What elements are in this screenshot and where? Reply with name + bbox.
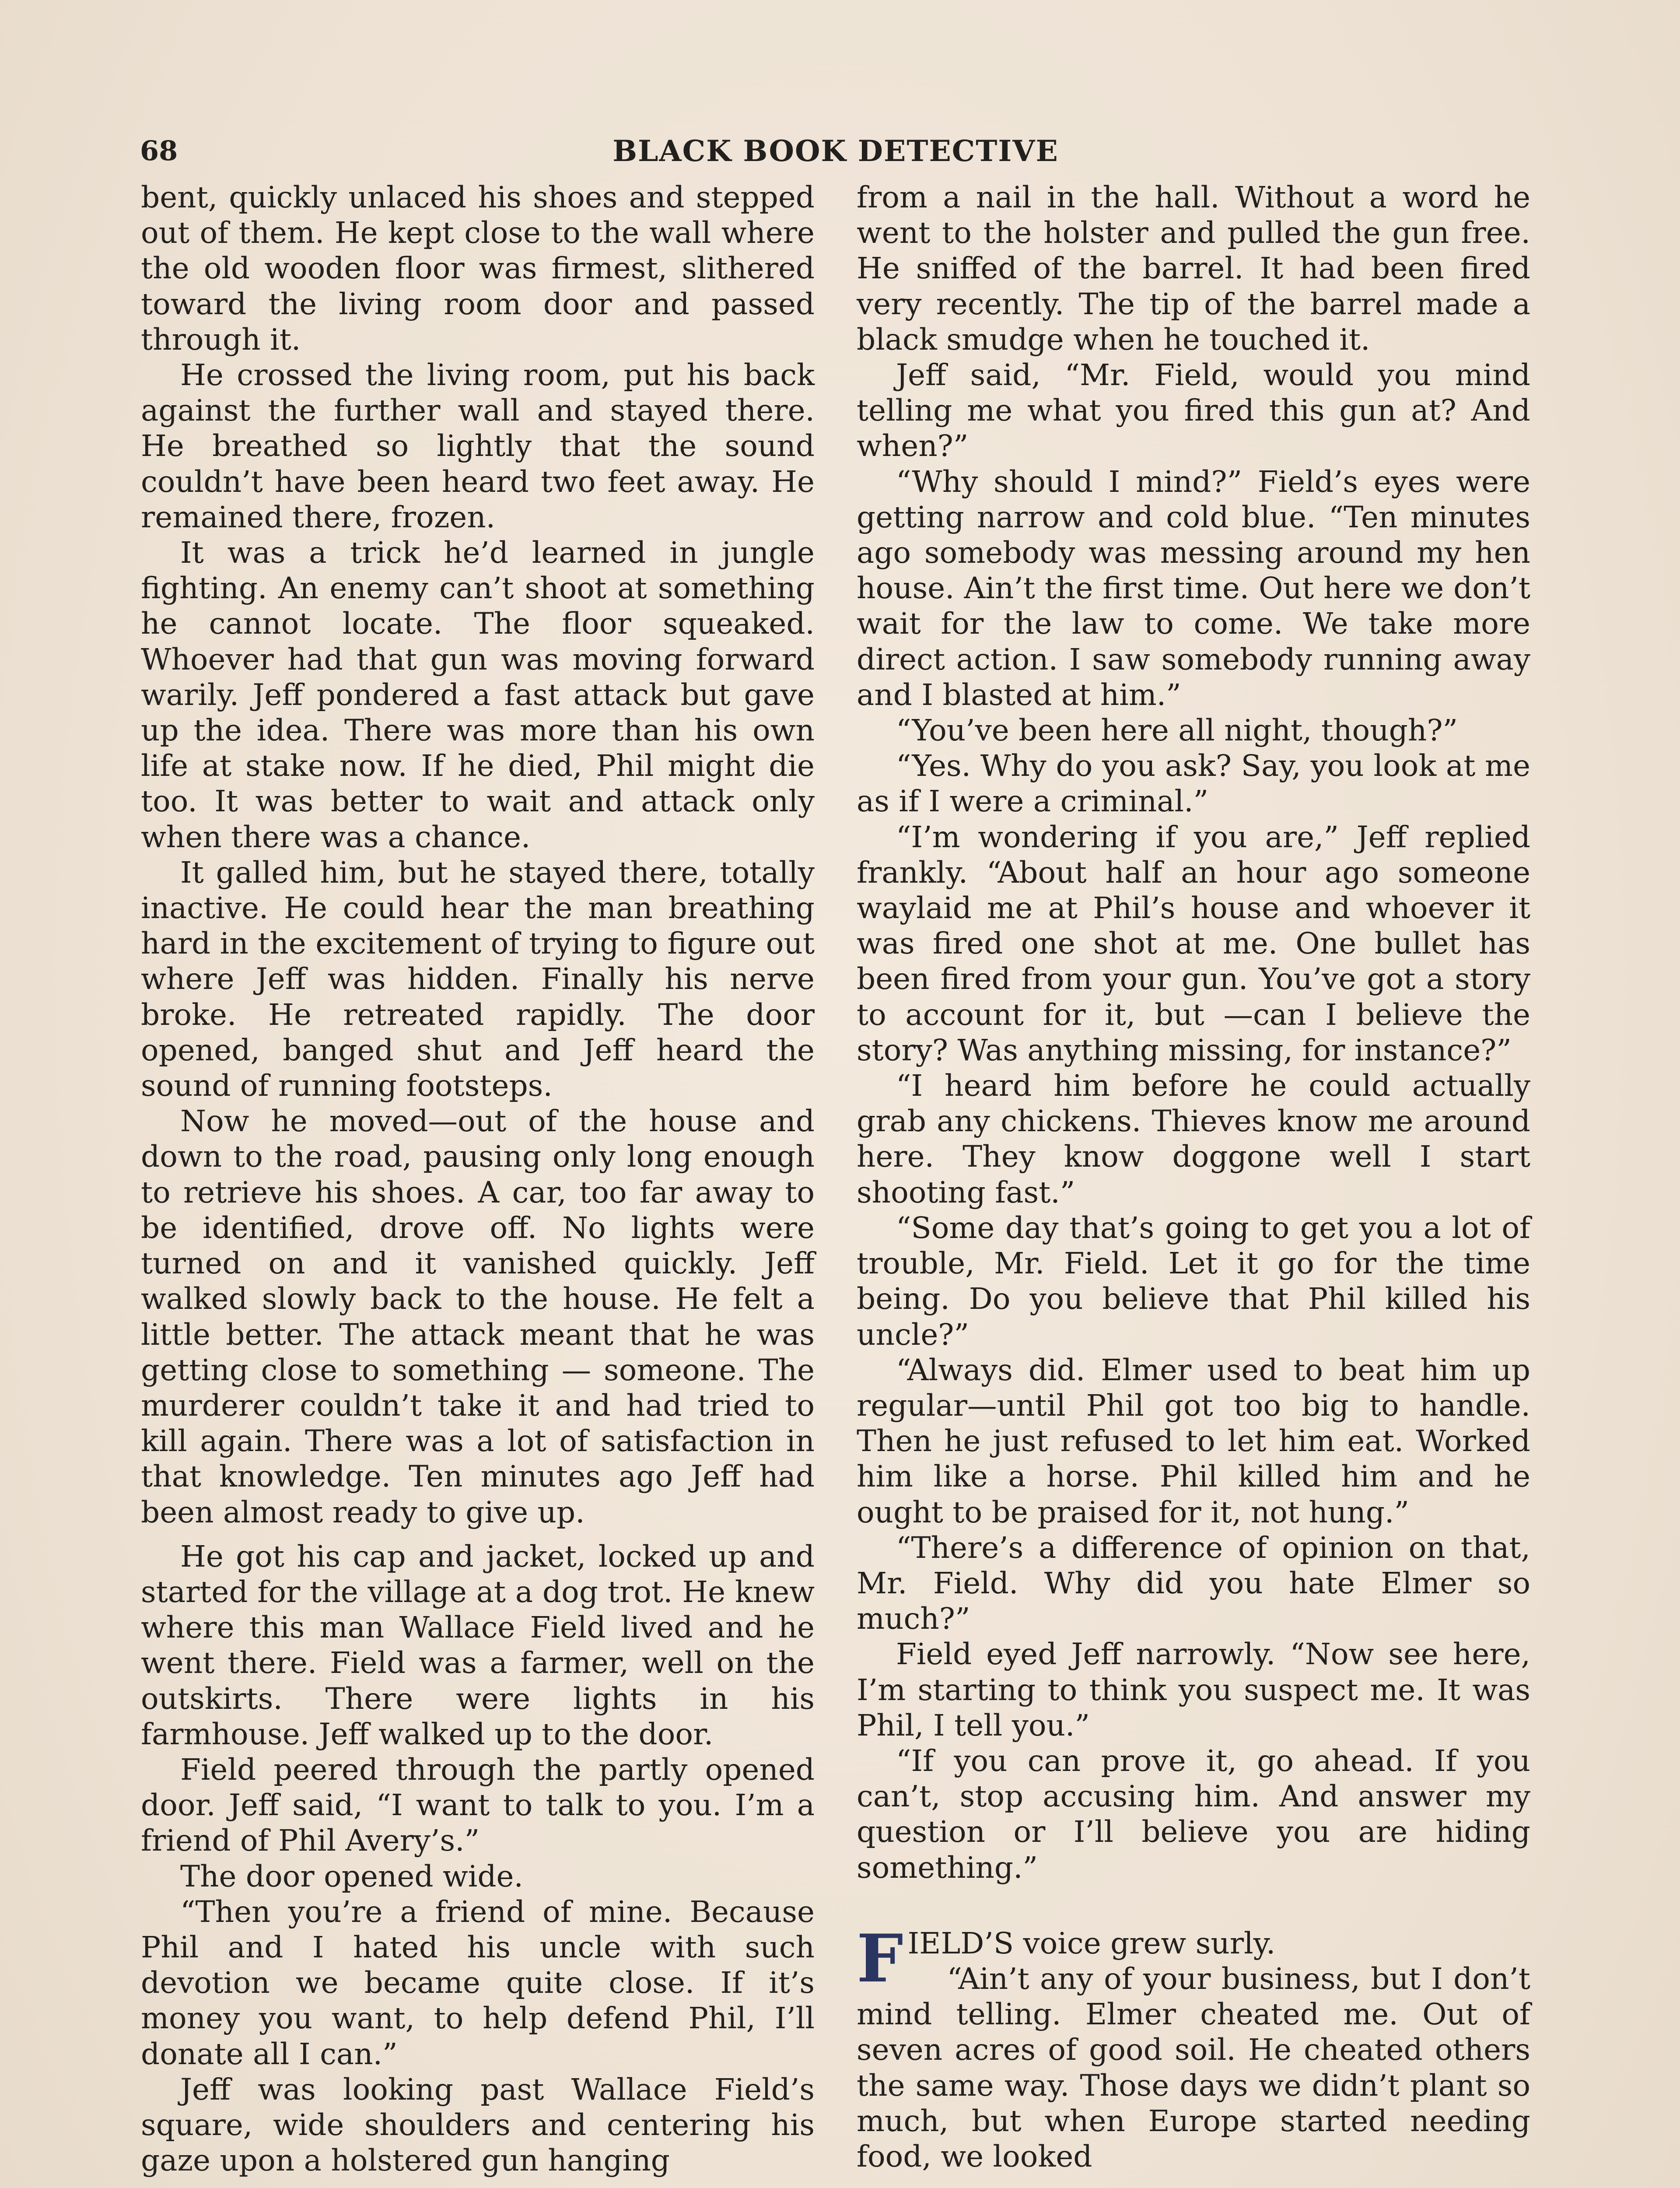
paragraph: It was a trick he’d learned in jungle fighting. An enemy can’t shoot at something he cannot locate. The floor squeaked. Whoever had that gun was moving forward warily. Jeff pondered a fast attack but gave up the idea. There was more than his own life at stake now. If he died, Phil might die too. It was better to wait and attack only when there was a chance. <box>141 535 815 854</box>
paragraph: “Then you’re a friend of mine. Because Phil and I hated his uncle with such devotion we became quite close. If it’s money you want, to help defend Phil, I’ll donate all I can.” <box>141 1894 815 2071</box>
paragraph: Field eyed Jeff narrowly. “Now see here, I’m starting to think you suspect me. It was Phil, I tell you.” <box>857 1637 1530 1743</box>
paragraph: “If you can prove it, go ahead. If you can’t, stop accusing him. And answer my question or I’ll believe you are hiding something.” <box>857 1743 1530 1885</box>
running-title: BLACK BOOK DETECTIVE <box>612 134 1059 168</box>
paragraph: “I’m wondering if you are,” Jeff replied frankly. “About half an hour ago someone waylaid me at Phil’s house and whoever it was fired one shot at me. One bullet has been fired from your gun. You’ve got a story to account for it, but —can I believe the story? Was anything missing, for instance?” <box>857 819 1530 1067</box>
left-column <box>141 179 815 2178</box>
paragraph: bent, quickly unlaced his shoes and stepped out of them. He kept close to the wall where the old wooden floor was firmest, slithered toward the living room door and passed through it. <box>141 180 815 357</box>
paragraph: Now he moved—out of the house and down to the road, pausing only long enough to retrieve his shoes. A car, too far away to be identified, drove off. No lights were turned on and it vanished quickly. Jeff walked slowly back to the house. He felt a little better. The attack meant that he was getting close to something — someone. The murderer couldn’t take it and had tried to kill again. There was a lot of satisfaction in that knowledge. Ten minutes ago Jeff had been almost ready to give up. <box>141 1104 815 1529</box>
paragraph: “Ain’t any of your business, but I don’t mind telling. Elmer cheated me. Out of seven acres of good soil. He cheated others the same way. Those days we didn’t plant so much, but when Europe started needing food, we looked <box>857 1961 1530 2174</box>
paragraph: “There’s a difference of opinion on that, Mr. Field. Why did you hate Elmer so much?” <box>857 1530 1530 1636</box>
right-column <box>857 179 1530 2174</box>
paragraph: “I heard him before he could actually grab any chickens. Thieves know me around here. They know doggone well I start shooting fast.” <box>857 1068 1530 1210</box>
section-opening <box>857 1920 1530 1997</box>
paragraph: “Some day that’s going to get you a lot of trouble, Mr. Field. Let it go for the time being. Do you believe that Phil killed his uncle?” <box>857 1210 1530 1352</box>
paragraph: It galled him, but he stayed there, totally inactive. He could hear the man breathing hard in the excitement of trying to figure out where Jeff was hidden. Finally his nerve broke. He retreated rapidly. The door opened, banged shut and Jeff heard the sound of running footsteps. <box>141 855 815 1103</box>
section-first-line: IELD’S voice grew surly. <box>907 1925 1276 1960</box>
paragraph: “Yes. Why do you ask? Say, you look at me as if I were a criminal.” <box>857 748 1530 819</box>
paragraph: “Why should I mind?” Field’s eyes were getting narrow and cold blue. “Ten minutes ago somebody was messing around my hen house. Ain’t the first time. Out here we don’t wait for the law to come. We take more direct action. I saw somebody running away and I blasted at him.” <box>857 464 1530 712</box>
paragraph: He got his cap and jacket, locked up and started for the village at a dog trot. He knew where this man Wallace Field lived and he went there. Field was a farmer, well on the outskirts. There were lights in his farmhouse. Jeff walked up to the door. <box>141 1539 815 1751</box>
paragraph: Field peered through the partly opened door. Jeff said, “I want to talk to you. I’m a friend of Phil Avery’s.” <box>141 1752 815 1858</box>
page-header <box>140 131 1531 175</box>
paragraph: from a nail in the hall. Without a word he went to the holster and pulled the gun free. He sniffed of the barrel. It had been fired very recently. The tip of the barrel made a black smudge when he touched it. <box>857 180 1530 357</box>
paragraph: Jeff was looking past Wallace Field’s square, wide shoulders and centering his gaze upon a holstered gun hanging <box>141 2072 815 2178</box>
drop-cap: F <box>857 1920 903 1997</box>
paragraph: Jeff said, “Mr. Field, would you mind telling me what you fired this gun at? And when?” <box>857 358 1530 463</box>
paragraph: He crossed the living room, put his back against the further wall and stayed there. He breathed so lightly that the sound couldn’t have been heard two feet away. He remained there, frozen. <box>141 358 815 534</box>
paragraph: “Always did. Elmer used to beat him up regular—until Phil got too big to handle. Then he just refused to let him eat. Worked him like a horse. Phil killed him and he ought to be praised for it, not hung.” <box>857 1352 1530 1529</box>
page-number: 68 <box>140 135 178 167</box>
paragraph: “You’ve been here all night, though?” <box>896 713 1458 748</box>
paragraph: The door opened wide. <box>180 1858 523 1893</box>
